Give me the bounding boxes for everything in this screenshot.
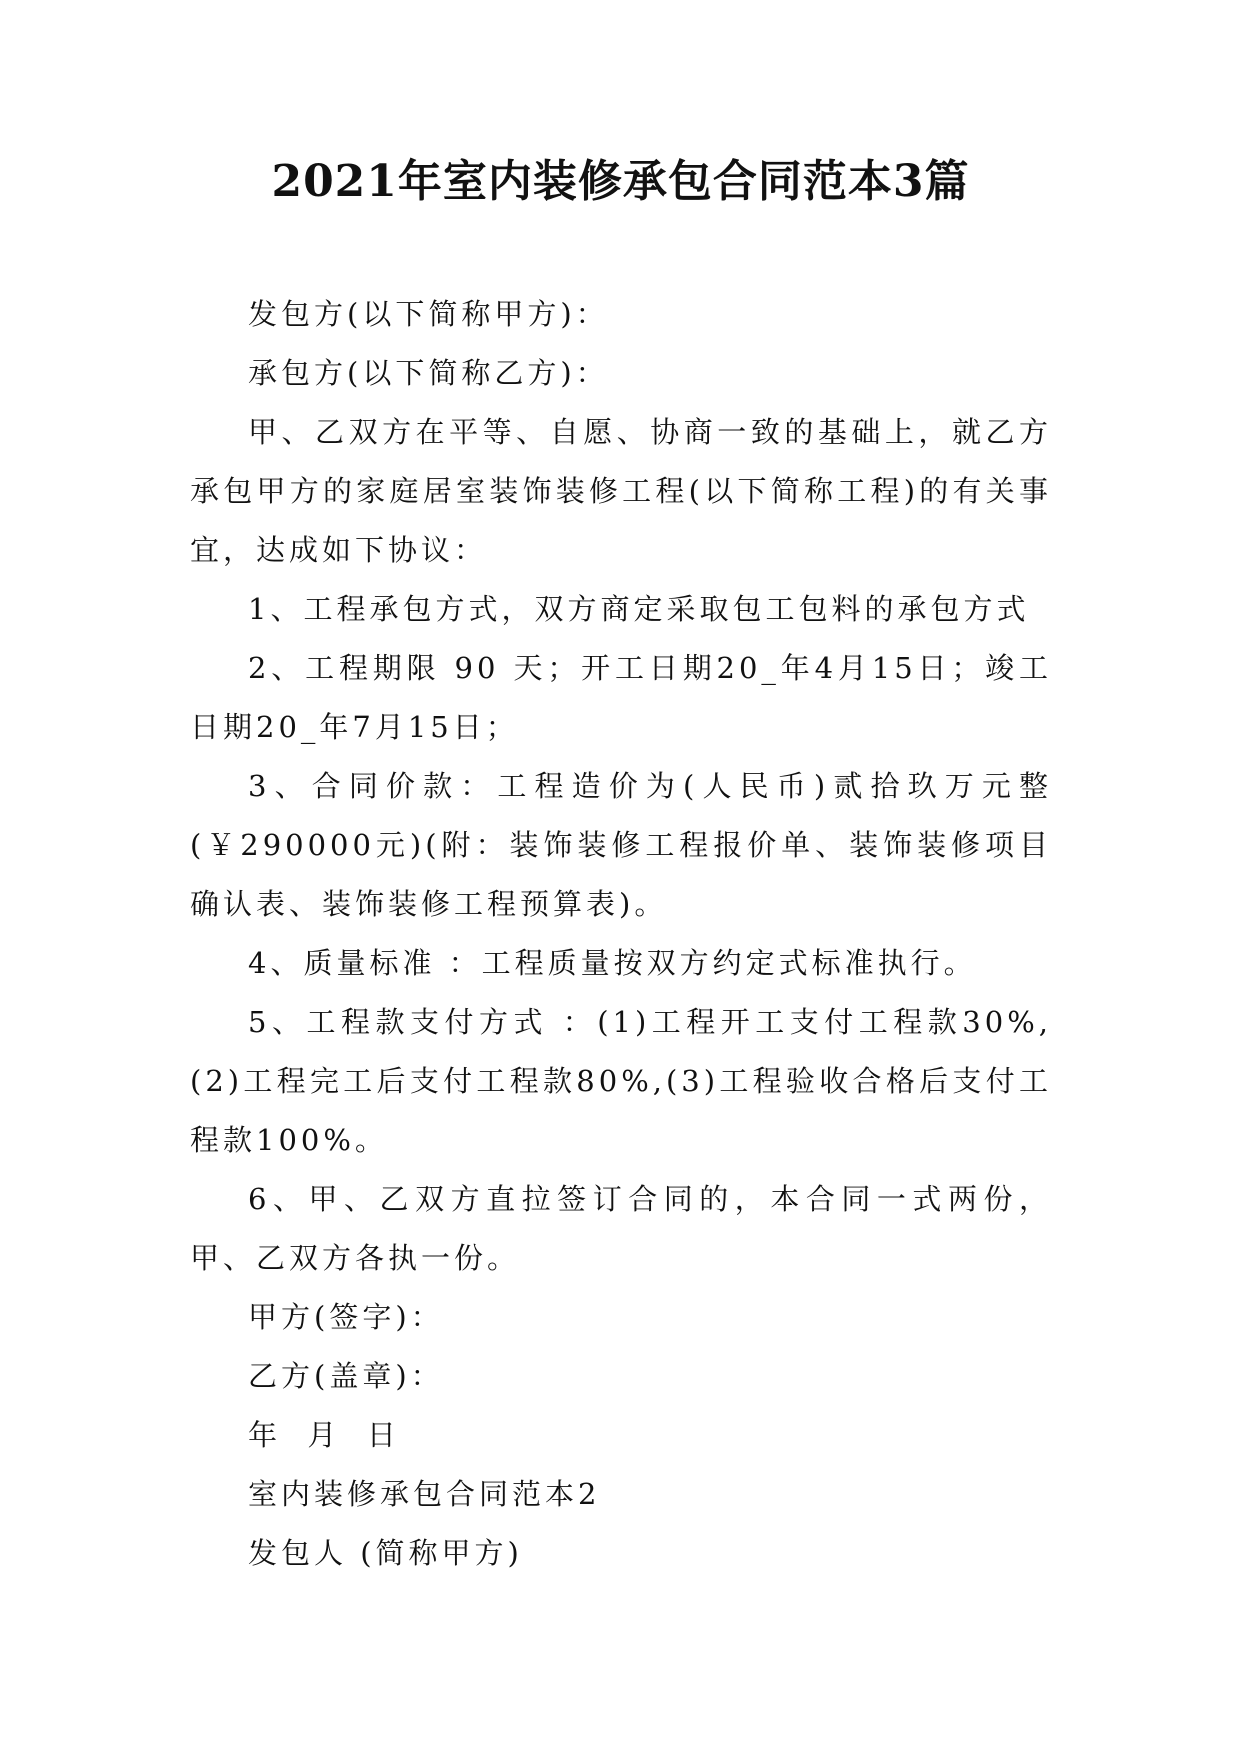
clause-5: 5、工程款支付方式 ：(1)工程开工支付工程款30%,(2)工程完工后支付工程款80%,(3)工程验收合格后支付工程款100%。: [190, 1005, 1052, 1157]
document-title: 2021年室内装修承包合同范本3篇: [271, 156, 970, 207]
clause-1: 1、工程承包方式，双方商定采取包工包料的承包方式: [248, 592, 1030, 626]
clause-3: 3、合同价款：工程造价为(人民币)贰拾玖万元整(￥290000元)(附：装饰装修工程报价单、装饰装修项目确认表、装饰装修工程预算表)。: [190, 769, 1052, 921]
section-2-heading: 室内装修承包合同范本2: [248, 1477, 601, 1511]
preamble-paragraph: 甲、乙双方在平等、自愿、协商一致的基础上，就乙方承包甲方的家庭居室装饰装修工程(以下简称工程)的有关事宜，达成如下协议：: [190, 415, 1052, 567]
party-b-seal-line: 乙方(盖章)：: [248, 1359, 444, 1393]
clause-6: 6、甲、乙双方直拉签订合同的，本合同一式两份，甲、乙双方各执一份。: [190, 1182, 1052, 1275]
party-b-line: 承包方(以下简称乙方)：: [248, 356, 609, 390]
party-a-line: 发包方(以下简称甲方)：: [248, 297, 609, 331]
clause-4: 4、质量标准 ：工程质量按双方约定式标准执行。: [248, 946, 977, 980]
section-2-first-line: 发包人 (简称甲方): [248, 1536, 523, 1570]
party-a-signature-line: 甲方(签字)：: [248, 1300, 444, 1334]
clause-2: 2、工程期限 90 天；开工日期20_年4月15日；竣工日期20_年7月15日；: [190, 651, 1052, 744]
date-line: 年 月 日: [248, 1418, 400, 1452]
document-body: [190, 285, 1052, 1583]
